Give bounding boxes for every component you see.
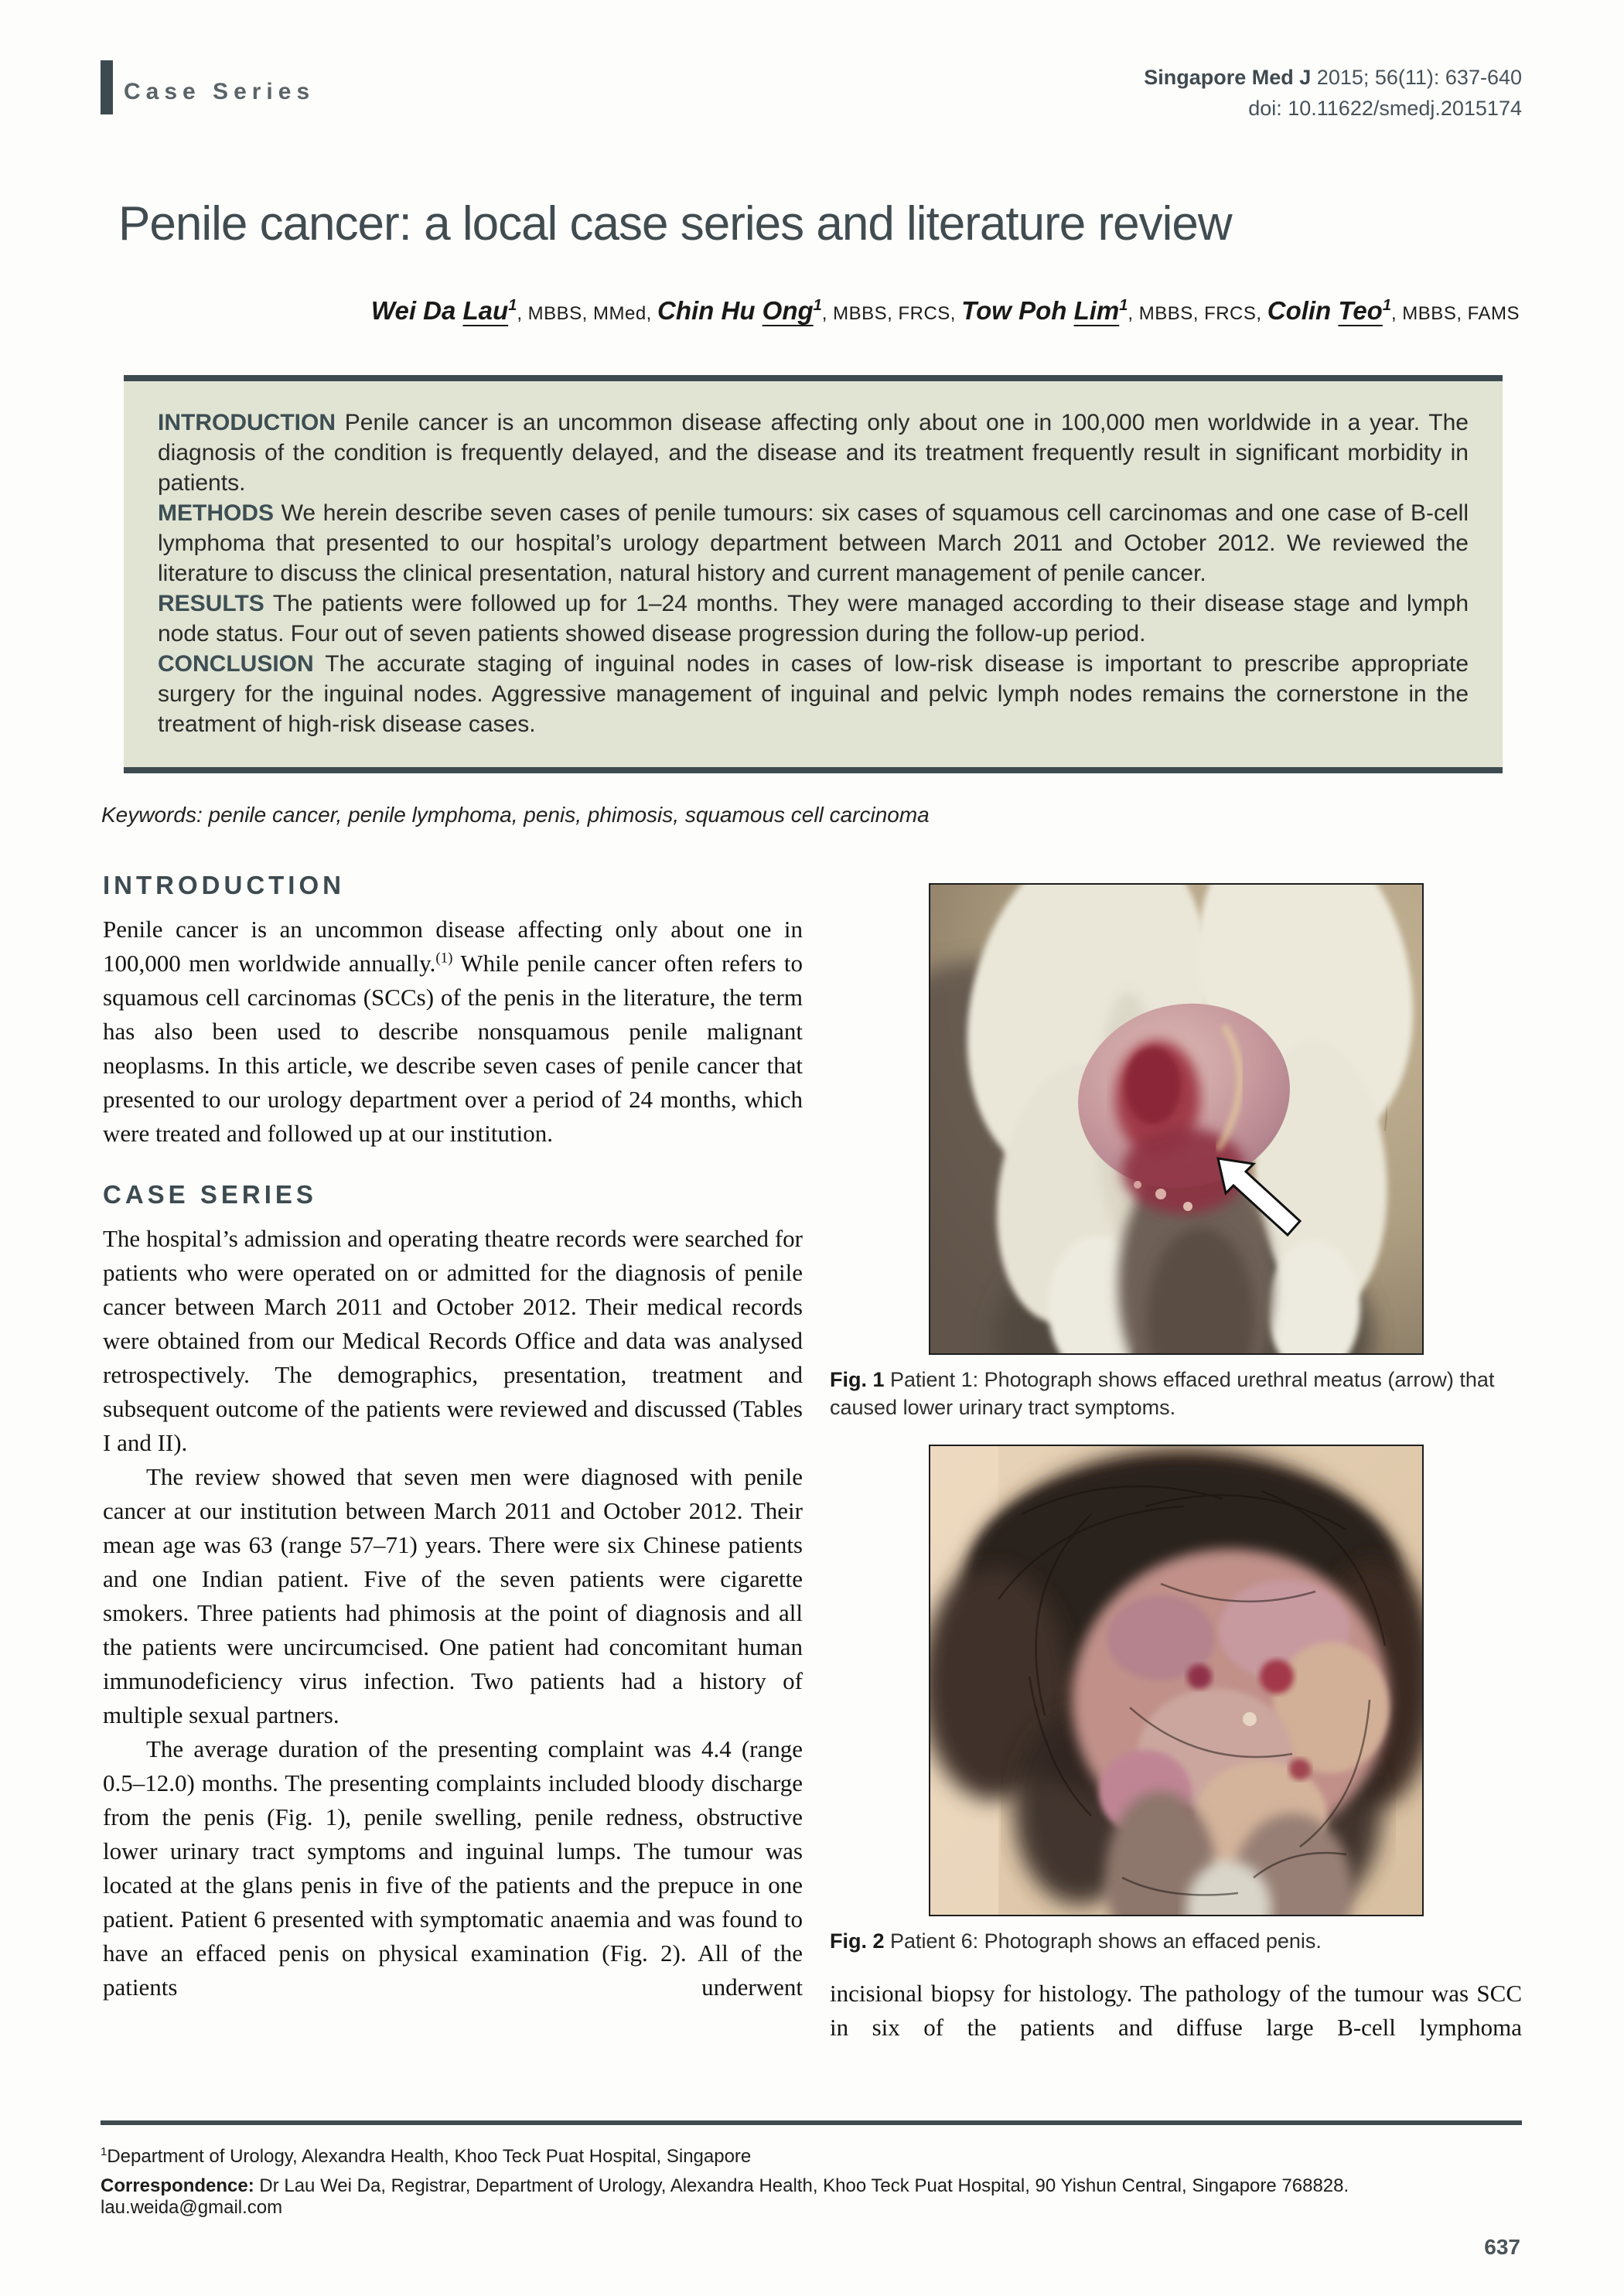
figure2-caption: Fig. 2 Patient 6: Photograph shows an effaced penis. (830, 1929, 1322, 1953)
author-name: Wei Da Lau$^1$ (370, 296, 517, 325)
footer-rule (101, 2120, 1522, 2125)
page-header (0, 0, 1624, 124)
figure1-caption: Fig. 1 Patient 1: Photograph shows effaced urethral meatus (arrow) that caused lower urinary tract symptoms. (830, 1368, 1495, 1419)
keywords (101, 803, 1522, 827)
figure1-clinical-photo-illustration (929, 883, 1424, 1355)
correspondence-note: Correspondence: Dr Lau Wei Da, Registrar, Department of Urology, Alexandra Health, Khoo Teck Puat Hospital, 90 Yishun Central, Singapore 768828. lau.weida@gmail.com (101, 2175, 1349, 2218)
abstract-section: METHODS We herein describe seven cases of penile tumours: six cases of squamous cell carcinomas and one case of B-cell lymphoma that presented to our hospital’s urology department between March 2011 and October 2012. We reviewed the literature to discuss the clinical presentation, natural history and current management of penile cancer. (158, 500, 1469, 586)
author-name: Tow Poh Lim$^1$ (961, 296, 1128, 325)
doi-line: doi: 10.11622/smedj.2015174 (1248, 97, 1522, 120)
introduction-section (103, 913, 803, 1151)
correspondence-label: Correspondence: (101, 2175, 254, 2196)
article-body (103, 871, 1522, 2045)
affiliation-note: $^1$Department of Urology, Alexandra Health, Khoo Teck Puat Hospital, Singapore (101, 2145, 752, 2167)
author-name: Colin Teo$^1$ (1267, 296, 1391, 325)
body-paragraph: Penile cancer is an uncommon disease affecting only about one in 100,000 men worldwide annually.$^{(1)}$ While penile cancer often refers to squamous cell carcinomas (SCCs) of the penis in the literature, the term has also been used to describe nonsquamous penile malignant neoplasms. In this article, we describe seven cases of penile cancer that presented to our urology department over a period of 24 months, which were treated and followed up at our institution. (103, 916, 803, 1147)
journal-citation (1144, 62, 1522, 124)
author-qualifications: , MBBS, FAMS (1390, 303, 1520, 324)
journal-name: Singapore Med J (1144, 66, 1312, 89)
page-footer (101, 2120, 1522, 2259)
section-accent-bar (101, 60, 113, 114)
figure-1 (830, 883, 1522, 1421)
left-column (103, 871, 803, 2045)
case-series-heading: CASE SERIES (103, 1180, 317, 1209)
figure1-photo (929, 883, 1424, 1355)
abstract-box (124, 375, 1503, 773)
right-column (830, 871, 1522, 2045)
abstract-section: RESULTS The patients were followed up for 1–24 months. They were managed according to their disease stage and lymph node status. Four out of seven patients showed disease progression during the follow-up period. (158, 591, 1469, 646)
page-number: 637 (1484, 2235, 1520, 2259)
continuation-paragraph: incisional biopsy for histology. The pathology of the tumour was SCC in six of the patients and diffuse large B-cell lymphoma (830, 1980, 1522, 2041)
article-title: Penile cancer: a local case series and literature review (118, 197, 1232, 251)
author-qualifications: , MBBS, FRCS, (1128, 303, 1267, 324)
figure2-label: Fig. 2 (830, 1929, 885, 1953)
author-name: Chin Hu Ong$^1$ (657, 296, 822, 325)
case-series-section (103, 1222, 803, 2004)
authors-line (101, 296, 1520, 326)
keywords-label: Keywords: (101, 803, 203, 827)
abstract-section: CONCLUSION The accurate staging of inguinal nodes in cases of low-risk disease is important to prescribe appropriate surgery for the inguinal nodes. Aggressive management of inguinal and pelvic lymph nodes remains the cornerstone in the treatment of high-risk disease cases. (158, 651, 1469, 737)
author-qualifications: , MBBS, FRCS, (821, 303, 962, 324)
body-paragraph: The average duration of the presenting complaint was 4.4 (range 0.5–12.0) months. The presenting complaints included bloody discharge from the penis (Fig. 1), penile swelling, penile redness, obstructive lower urinary tract symptoms and inguinal lumps. The tumour was located at the glans penis in five of the patients and the prepuce in one patient. Patient 6 presented with symptomatic anaemia and was found to have an effaced penis on physical examination (Fig. 2). All of the patients underwent (103, 1735, 803, 2001)
abstract-section: INTRODUCTION Penile cancer is an uncommon disease affecting only about one in 100,000 men worldwide in a year. The diagnosis of the condition is frequently delayed, and the disease and its treatment frequently result in significant morbidity in patients. (158, 410, 1469, 496)
keywords-text: penile cancer, penile lymphoma, penis, phimosis, squamous cell carcinoma (202, 803, 930, 827)
figure-2 (830, 1445, 1522, 1955)
header-section (101, 60, 315, 114)
figure2-photo (929, 1445, 1424, 1916)
section-label: Case Series (124, 79, 316, 104)
figure1-label: Fig. 1 (830, 1368, 885, 1391)
body-paragraph: The review showed that seven men were diagnosed with penile cancer at our institution between March 2011 and October 2012. Their mean age was 63 (range 57–71) years. There were six Chinese patients and one Indian patient. Five of the seven patients were cigarette smokers. Three patients had phimosis at the point of diagnosis and all the patients were uncircumcised. One patient had concomitant human immunodeficiency virus infection. Two patients had a history of multiple sexual partners. (103, 1463, 803, 1728)
figure2-clinical-photo-illustration (929, 1445, 1424, 1916)
body-paragraph: The hospital’s admission and operating theatre records were searched for patients who were operated on or admitted for the diagnosis of penile cancer between March 2011 and October 2012. Their medical records were obtained from our Medical Records Office and data was analysed retrospectively. The demographics, presentation, treatment and subsequent outcome of the patients were reviewed and discussed (Tables I and II). (103, 1225, 803, 1456)
author-qualifications: , MBBS, MMed, (517, 303, 658, 324)
citation-rest: 2015; 56(11): 637-640 (1311, 66, 1522, 89)
introduction-heading: INTRODUCTION (103, 871, 345, 899)
citation-line (1144, 62, 1522, 93)
